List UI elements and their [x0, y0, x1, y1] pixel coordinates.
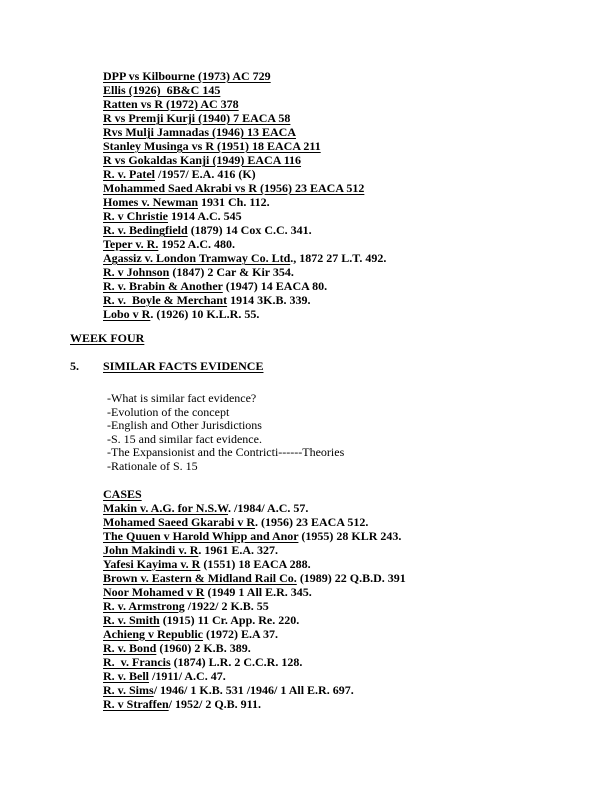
case-citation — [103, 529, 612, 543]
topic-text: -Evolution of the concept — [107, 404, 230, 419]
case-reference: (1955) 28 KLR 243. — [298, 528, 402, 543]
case-reference: (1960) 2 K.B. 389. — [156, 640, 251, 655]
case-name: Brown v. Eastern & Midland Rail Co. — [103, 570, 297, 585]
case-citation — [103, 501, 612, 515]
topic-item — [107, 446, 612, 460]
case-name: R. v Johnson — [103, 265, 170, 279]
case-reference: (1949 1 All E.R. 345. — [204, 584, 312, 599]
case-reference: /1911/ A.C. 47. — [149, 668, 226, 683]
case-citation — [103, 167, 612, 181]
case-name: Ratten vs R (1972) AC 378 — [103, 97, 239, 111]
case-citation — [103, 669, 612, 683]
case-reference: /1922/ 2 K.B. 55 — [184, 598, 269, 613]
case-name: R. v. Bell — [103, 668, 150, 683]
case-name: Stanley Musinga vs R (1951) 18 EACA 211 — [103, 139, 321, 153]
case-name: R. v Christie — [103, 209, 168, 223]
case-name: Lobo v R — [103, 307, 151, 321]
case-name: Teper v. R. — [103, 237, 159, 251]
case-citation — [103, 139, 612, 153]
case-name: R. v. Bedingfield — [103, 223, 188, 237]
case-reference: 1931 Ch. 112. — [198, 195, 270, 209]
case-reference: (1847) 2 Car & Kir 354. — [169, 265, 294, 279]
similar-facts-case-list — [0, 501, 612, 711]
case-reference: (1551) 18 EACA 288. — [200, 556, 311, 571]
case-reference: / 1946/ 1 K.B. 531 /1946/ 1 All E.R. 697. — [153, 682, 354, 697]
case-citation — [103, 181, 612, 195]
case-name: R. v. Armstrong — [103, 598, 185, 613]
case-citation — [103, 251, 612, 265]
topic-text: -Rationale of S. 15 — [107, 458, 198, 473]
case-citation — [103, 655, 612, 669]
cases-heading — [103, 487, 612, 501]
case-citation — [103, 543, 612, 557]
week-four-heading — [70, 331, 612, 345]
case-reference: . /1984/ A.C. 57. — [228, 500, 309, 515]
case-citation — [103, 627, 612, 641]
case-name: R vs Premji Kurji (1940) 7 EACA 58 — [103, 111, 291, 125]
case-name: John Makindi v. R — [103, 542, 199, 557]
case-citation — [103, 195, 612, 209]
case-name: Noor Mohamed v R — [103, 584, 205, 599]
case-reference: . (1956) 23 EACA 512. — [255, 514, 369, 529]
case-citation — [103, 307, 612, 321]
topic-item — [107, 392, 612, 406]
case-name: Mohammed Saed Akrabi vs R (1956) 23 EACA 512 — [103, 181, 365, 195]
topic-text: -The Expansionist and the Contricti------Theories — [107, 445, 345, 460]
topics-list — [0, 392, 612, 474]
case-reference: (1874) L.R. 2 C.C.R. 128. — [170, 654, 303, 669]
case-citation — [103, 613, 612, 627]
case-citation — [103, 153, 612, 167]
case-name: Homes v. Newman — [103, 195, 198, 209]
case-reference: . (1926) 10 K.L.R. 55. — [150, 307, 260, 321]
case-name: Rvs Mulji Jamnadas (1946) 13 EACA — [103, 125, 297, 139]
case-citation — [103, 585, 612, 599]
case-citation — [103, 111, 612, 125]
case-citation — [103, 641, 612, 655]
case-citation — [103, 571, 612, 585]
topic-item — [107, 460, 612, 474]
case-name: The Quuen v Harold Whipp and Anor — [103, 528, 299, 543]
case-citation — [103, 83, 612, 97]
section-heading — [70, 359, 612, 373]
case-citation — [103, 97, 612, 111]
case-citation — [103, 69, 612, 83]
case-reference: . 1961 E.A. 327. — [198, 542, 279, 557]
case-name: Mohamed Saeed Gkarabi v R — [103, 514, 256, 529]
case-name: R. v. Bond — [103, 640, 157, 655]
case-citation — [103, 683, 612, 697]
section-number: 5. — [70, 359, 79, 373]
case-name: R. v. Boyle & Merchant — [103, 293, 228, 307]
topic-item — [107, 419, 612, 433]
case-citation — [103, 265, 612, 279]
week-three-case-list — [0, 69, 612, 321]
topic-text: -English and Other Jurisdictions — [107, 418, 262, 433]
cases-heading-text: CASES — [103, 486, 142, 501]
case-name: R vs Gokaldas Kanji (1949) EACA 116 — [103, 153, 302, 167]
case-name: Ellis (1926) 6B&C 145 — [103, 83, 221, 97]
case-reference: / 1952/ 2 Q.B. 911. — [168, 696, 261, 711]
case-name: R. v. Brabin & Another — [103, 279, 223, 293]
case-reference: (1947) 14 EACA 80. — [222, 279, 328, 293]
topic-text: -S. 15 and similar fact evidence. — [107, 431, 262, 446]
topic-item — [107, 406, 612, 420]
case-name: R. v. Sims — [103, 682, 154, 697]
case-reference: 1952 A.C. 480. — [158, 237, 236, 251]
case-name: Achieng v Republic — [103, 626, 204, 641]
case-citation — [103, 237, 612, 251]
case-name: Yafesi Kayima v. R — [103, 556, 201, 571]
section-title: SIMILAR FACTS EVIDENCE — [103, 359, 264, 373]
case-name: R. v. Francis — [103, 654, 171, 669]
case-name: R. v. Smith — [103, 612, 160, 627]
case-citation — [103, 293, 612, 307]
case-citation — [103, 279, 612, 293]
case-citation — [103, 223, 612, 237]
case-citation — [103, 697, 612, 711]
case-citation — [103, 599, 612, 613]
case-reference: (1879) 14 Cox C.C. 341. — [187, 223, 312, 237]
case-name: R. v Straffen — [103, 696, 169, 711]
case-reference: (1915) 11 Cr. App. Re. 220. — [159, 612, 300, 627]
case-citation — [103, 515, 612, 529]
case-reference: (1972) E.A 37. — [203, 626, 279, 641]
case-reference: ., 1872 27 L.T. 492. — [290, 251, 387, 265]
case-reference: /1957/ E.A. 416 (K) — [155, 167, 256, 181]
case-reference: 1914 A.C. 545 — [168, 209, 242, 223]
topic-item — [107, 433, 612, 447]
topic-text: -What is similar fact evidence? — [107, 391, 257, 405]
case-citation — [103, 557, 612, 571]
case-name: R. v. Patel — [103, 167, 155, 181]
case-reference: (1989) 22 Q.B.D. 391 — [296, 570, 406, 585]
case-citation — [103, 125, 612, 139]
case-name: Makin v. A.G. for N.S.W — [103, 500, 229, 515]
week-four-heading-text: WEEK FOUR — [70, 331, 145, 345]
case-reference: 1914 3K.B. 339. — [227, 293, 311, 307]
case-name: Agassiz v. London Tramway Co. Ltd — [103, 251, 291, 265]
case-citation — [103, 209, 612, 223]
case-name: DPP vs Kilbourne (1973) AC 729 — [103, 69, 271, 83]
